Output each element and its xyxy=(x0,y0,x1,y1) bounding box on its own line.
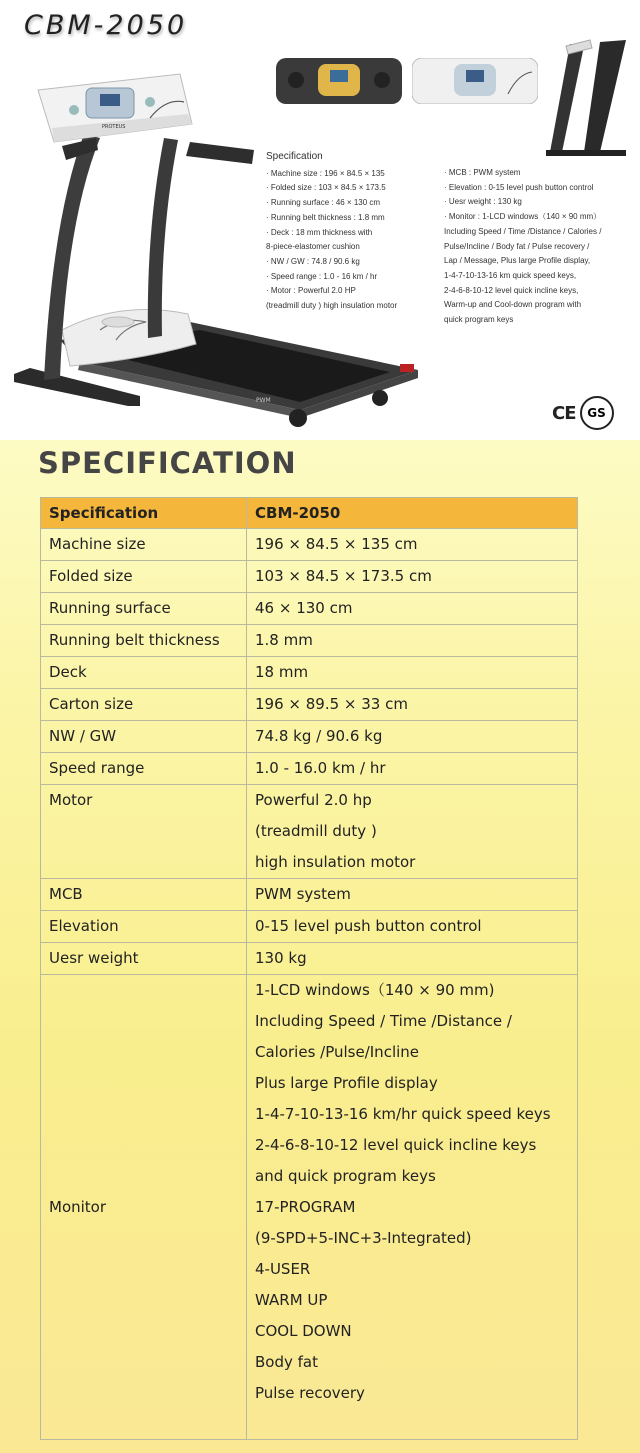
row-value: 196 × 84.5 × 135 cm xyxy=(247,529,578,561)
ce-mark: CE xyxy=(552,402,576,424)
row-label: Monitor xyxy=(41,975,247,1440)
row-value: 0-15 level push button control xyxy=(247,911,578,943)
table-row xyxy=(41,561,578,593)
value-line: WARM UP xyxy=(255,1291,328,1309)
banner-spec-line: · Machine size : 196 × 84.5 × 135 xyxy=(266,168,385,178)
header-cell: CBM-2050 xyxy=(247,498,578,529)
table-row xyxy=(41,879,578,911)
table-row xyxy=(41,721,578,753)
table-row xyxy=(41,911,578,943)
row-value: 74.8 kg / 90.6 kg xyxy=(247,721,578,753)
value-line: Plus large Profile display xyxy=(255,1074,438,1092)
table-row xyxy=(41,593,578,625)
row-label: MCB xyxy=(41,879,247,911)
banner-spec-line: · Elevation : 0-15 level push button control xyxy=(444,182,594,192)
row-label: Running belt thickness xyxy=(41,625,247,657)
table-row xyxy=(41,753,578,785)
row-label: Carton size xyxy=(41,689,247,721)
banner-spec-line: · Uesr weight : 130 kg xyxy=(444,197,522,207)
row-label: Machine size xyxy=(41,529,247,561)
value-line: 2-4-6-8-10-12 level quick incline keys xyxy=(255,1136,537,1154)
row-label: Deck xyxy=(41,657,247,689)
value-line: 1-4-7-10-13-16 km/hr quick speed keys xyxy=(255,1105,551,1123)
row-label: Elevation xyxy=(41,911,247,943)
table-row xyxy=(41,943,578,975)
row-value: 196 × 89.5 × 33 cm xyxy=(247,689,578,721)
row-value: 103 × 84.5 × 173.5 cm xyxy=(247,561,578,593)
row-value: PWM system xyxy=(247,879,578,911)
row-label: Uesr weight xyxy=(41,943,247,975)
value-line: (treadmill duty ) xyxy=(255,822,377,840)
row-label: Speed range xyxy=(41,753,247,785)
table-row xyxy=(41,529,578,561)
banner-spec-line: 1-4-7-10-13-16 km quick speed keys, xyxy=(444,270,577,280)
section-title: SPECIFICATION xyxy=(38,446,297,480)
header-cell: Specification xyxy=(41,498,247,529)
value-line: 17-PROGRAM xyxy=(255,1198,356,1216)
value-line: Body fat xyxy=(255,1353,318,1371)
banner-spec-right xyxy=(444,166,634,328)
row-value: 130 kg xyxy=(247,943,578,975)
value-line: (9-SPD+5-INC+3-Integrated) xyxy=(255,1229,472,1247)
table-row xyxy=(41,975,578,1440)
banner-spec-line: · Motor : Powerful 2.0 HP xyxy=(266,286,356,296)
banner-spec-line: · Speed range : 1.0 - 16 km / hr xyxy=(266,271,378,281)
banner-spec-line: (treadmill duty ) high insulation motor xyxy=(266,301,398,311)
value-line: COOL DOWN xyxy=(255,1322,352,1340)
console-white-image xyxy=(412,58,538,104)
banner-spec-line: Pulse/Incline / Body fat / Pulse recovery / xyxy=(444,241,590,251)
banner-spec-line: Lap / Message, Plus large Profile display, xyxy=(444,256,591,266)
gs-mark: GS xyxy=(580,396,614,430)
row-label: Motor xyxy=(41,785,247,879)
value-line: Calories /Pulse/Incline xyxy=(255,1043,420,1061)
row-value: 18 mm xyxy=(247,657,578,689)
row-label: Running surface xyxy=(41,593,247,625)
banner-spec-heading: Specification xyxy=(266,151,323,162)
table-row xyxy=(41,625,578,657)
specification-section xyxy=(0,440,640,1453)
table-row xyxy=(41,785,578,879)
banner-spec-line: 2-4-6-8-10-12 level quick incline keys, xyxy=(444,285,579,295)
value-line: high insulation motor xyxy=(255,853,416,871)
banner-spec-line: · MCB : PWM system xyxy=(444,168,521,177)
spec-table xyxy=(40,497,578,1440)
value-line: Including Speed / Time /Distance / xyxy=(255,1012,512,1030)
folded-treadmill-image xyxy=(540,36,636,160)
row-value xyxy=(247,785,578,879)
banner-spec-left xyxy=(266,150,446,314)
certification-marks xyxy=(552,396,614,430)
row-value xyxy=(247,975,578,1440)
banner-spec-line: 8-piece-elastomer cushion xyxy=(266,242,360,252)
console-dark-image xyxy=(276,58,402,104)
banner-spec-line: Warm-up and Cool-down program with xyxy=(444,300,582,310)
table-header-row xyxy=(41,498,578,529)
banner-spec-line: Including Speed / Time /Distance / Calories / xyxy=(444,226,602,236)
banner-spec-line: · Running surface : 46 × 130 cm xyxy=(266,198,381,208)
row-value: 46 × 130 cm xyxy=(247,593,578,625)
value-line: Pulse recovery xyxy=(255,1384,365,1402)
banner-spec-line: quick program keys xyxy=(444,315,514,325)
row-value: 1.8 mm xyxy=(247,625,578,657)
value-line: and quick program keys xyxy=(255,1167,436,1185)
product-title: CBM-2050 xyxy=(24,10,188,41)
row-value: 1.0 - 16.0 km / hr xyxy=(247,753,578,785)
value-line: 4-USER xyxy=(255,1260,311,1278)
banner-spec-line: · NW / GW : 74.8 / 90.6 kg xyxy=(266,256,360,266)
banner-spec-line: · Deck : 18 mm thickness with xyxy=(266,227,373,237)
belt-label: PWM xyxy=(256,397,271,404)
table-row xyxy=(41,657,578,689)
banner-spec-line: · Monitor : 1-LCD windows（140 × 90 mm） xyxy=(444,212,602,222)
row-label: Folded size xyxy=(41,561,247,593)
console-brand-label: PROTEUS xyxy=(102,124,126,130)
table-row xyxy=(41,689,578,721)
product-banner xyxy=(0,0,640,440)
banner-spec-line: · Folded size : 103 × 84.5 × 173.5 xyxy=(266,183,386,193)
value-line: 1-LCD windows（140 × 90 mm) xyxy=(255,981,495,999)
banner-spec-line: · Running belt thickness : 1.8 mm xyxy=(266,212,385,222)
value-line: Powerful 2.0 hp xyxy=(255,791,372,809)
row-label: NW / GW xyxy=(41,721,247,753)
